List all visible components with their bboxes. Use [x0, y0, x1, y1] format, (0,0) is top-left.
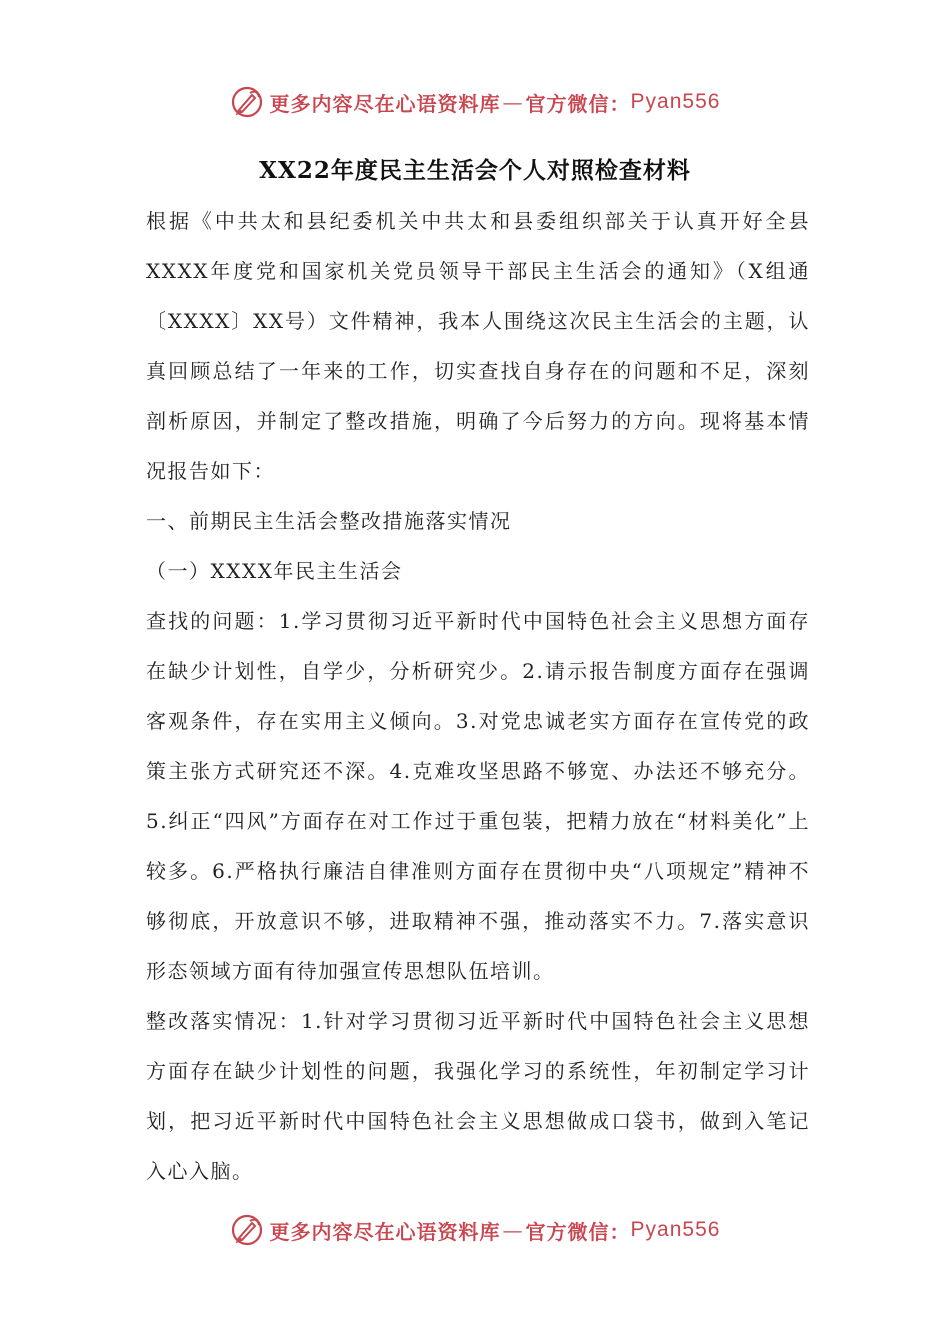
- pen-logo-icon: [230, 1213, 264, 1247]
- watermark-account: Pyan556: [630, 1218, 721, 1241]
- watermark-separator: —: [502, 1218, 524, 1242]
- section-heading: 一、前期民主生活会整改措施落实情况: [146, 509, 512, 533]
- document-title: XX22年度民主生活会个人对照检查材料: [259, 157, 691, 184]
- subsection-heading: （一）XXXX年民主生活会: [146, 559, 403, 583]
- intro-paragraph: 根据《中共太和县纪委机关中共太和县委组织部关于认真开好全县XXXX年度党和国家机关党员领导干部民主生活会的通知》（X组通〔XXXX〕XX号）文件精神，我本人围绕这次民主生活会的主题，认真回顾总结了一年来的工作，切实查找自身存在的问题和不足，深刻剖析原因，并制定了整改措施，明确了今后努力的方向。现将基本情况报告如下：: [146, 209, 810, 483]
- pen-logo-icon: [230, 85, 264, 119]
- watermark-separator: —: [502, 90, 524, 114]
- document-body: [146, 196, 810, 1196]
- watermark-header: [0, 82, 950, 122]
- watermark-suffix: 官方微信：: [525, 1219, 631, 1244]
- watermark-footer: [0, 1210, 950, 1250]
- watermark-text: 更多内容尽在心语资料库: [269, 1219, 501, 1244]
- watermark-suffix: 官方微信：: [525, 91, 631, 116]
- rectification-paragraph: 整改落实情况：1.针对学习贯彻习近平新时代中国特色社会主义思想方面存在缺少计划性的问题，我强化学习的系统性，年初制定学习计划，把习近平新时代中国特色社会主义思想做成口袋书，做到入笔记入心入脑。: [146, 1009, 810, 1183]
- problems-paragraph: 查找的问题：1.学习贯彻习近平新时代中国特色社会主义思想方面存在缺少计划性，自学少，分析研究少。2.请示报告制度方面存在强调客观条件，存在实用主义倾向。3.对党忠诚老实方面存在宣传党的政策主张方式研究还不深。4.克难攻坚思路不够宽、办法还不够充分。5.纠正“四风”方面存在对工作过于重包装，把精力放在“材料美化”上较多。6.严格执行廉洁自律准则方面存在贯彻中央“八项规定”精神不够彻底，开放意识不够，进取精神不强，推动落实不力。7.落实意识形态领域方面有待加强宣传思想队伍培训。: [146, 609, 810, 983]
- watermark-account: Pyan556: [630, 90, 721, 113]
- watermark-text: 更多内容尽在心语资料库: [269, 91, 501, 116]
